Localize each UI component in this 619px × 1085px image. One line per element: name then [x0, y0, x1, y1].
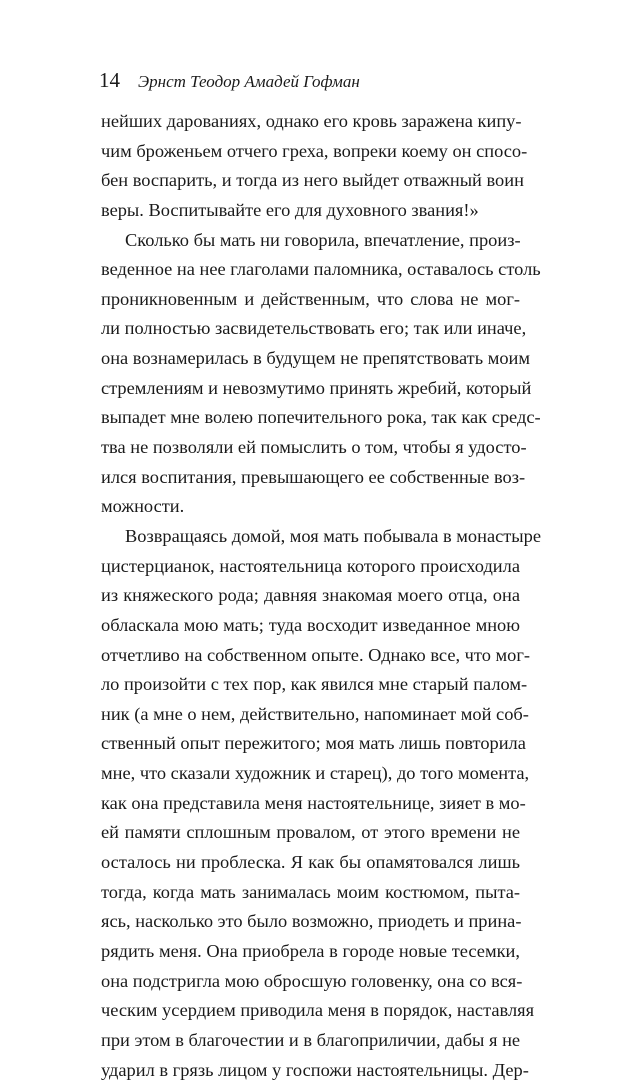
text-line: ударил в грязь лицом у госпожи настоятельницы. Дер-	[101, 1056, 520, 1085]
text-line: Возвращаясь домой, моя мать побывала в монастыре	[101, 522, 520, 552]
text-line: ли полностью засвидетельствовать его; так или иначе,	[101, 314, 520, 344]
text-line: ясь, насколько это было возможно, приодеть и прина-	[101, 907, 520, 937]
text-line: проникновенным и действенным, что слова не мог-	[101, 285, 520, 315]
page-header	[99, 68, 360, 96]
paragraph	[101, 107, 520, 226]
text-line: ческим усердием приводила меня в порядок, наставляя	[101, 996, 520, 1026]
text-line: как она представила меня настоятельнице, зияет в мо-	[101, 789, 520, 819]
text-line: бен воспарить, и тогда из него выйдет отважный воин	[101, 166, 520, 196]
text-line: выпадет мне волею попечительного рока, так как средс-	[101, 403, 520, 433]
text-line: ственный опыт пережитого; моя мать лишь повторила	[101, 729, 520, 759]
paragraph	[101, 226, 520, 522]
text-line: рядить меня. Она приобрела в городе новые тесемки,	[101, 937, 520, 967]
text-line: осталось ни проблеска. Я как бы опамятовался лишь	[101, 848, 520, 878]
text-line: цистерцианок, настоятельница которого происходила	[101, 552, 520, 582]
text-line: веры. Воспитывайте его для духовного звания!»	[101, 196, 520, 226]
body-text	[101, 107, 520, 1085]
text-line: при этом в благочестии и в благоприличии, дабы я не	[101, 1026, 520, 1056]
text-line: мне, что сказали художник и старец), до того момента,	[101, 759, 520, 789]
text-line: чим броженьем отчего греха, вопреки коему он спосо-	[101, 137, 520, 167]
page-number: 14	[99, 68, 120, 93]
text-line: Сколько бы мать ни говорила, впечатление, произ-	[101, 226, 520, 256]
text-line: она подстригла мою обросшую головенку, она со вся-	[101, 967, 520, 997]
text-line: ей памяти сплошным провалом, от этого времени не	[101, 818, 520, 848]
text-line: обласкала мою мать; туда восходит изведанное мною	[101, 611, 520, 641]
text-line: тогда, когда мать занималась моим костюмом, пыта-	[101, 878, 520, 908]
text-line: тва не позволяли ей помыслить о том, чтобы я удосто-	[101, 433, 520, 463]
text-line: ился воспитания, превышающего ее собственные воз-	[101, 463, 520, 493]
text-line: она вознамерилась в будущем не препятствовать моим	[101, 344, 520, 374]
text-line: ник (а мне о нем, действительно, напоминает мой соб-	[101, 700, 520, 730]
text-line: ло произойти с тех пор, как явился мне старый палом-	[101, 670, 520, 700]
text-line: из княжеского рода; давняя знакомая моего отца, она	[101, 581, 520, 611]
text-line: стремлениям и невозмутимо принять жребий, который	[101, 374, 520, 404]
running-head-author: Эрнст Теодор Амадей Гофман	[138, 72, 360, 92]
text-line: нейших дарованиях, однако его кровь заражена кипу-	[101, 107, 520, 137]
text-line: можности.	[101, 492, 520, 522]
text-line: веденное на нее глаголами паломника, оставалось столь	[101, 255, 520, 285]
text-line: отчетливо на собственном опыте. Однако все, что мог-	[101, 641, 520, 671]
paragraph	[101, 522, 520, 1085]
